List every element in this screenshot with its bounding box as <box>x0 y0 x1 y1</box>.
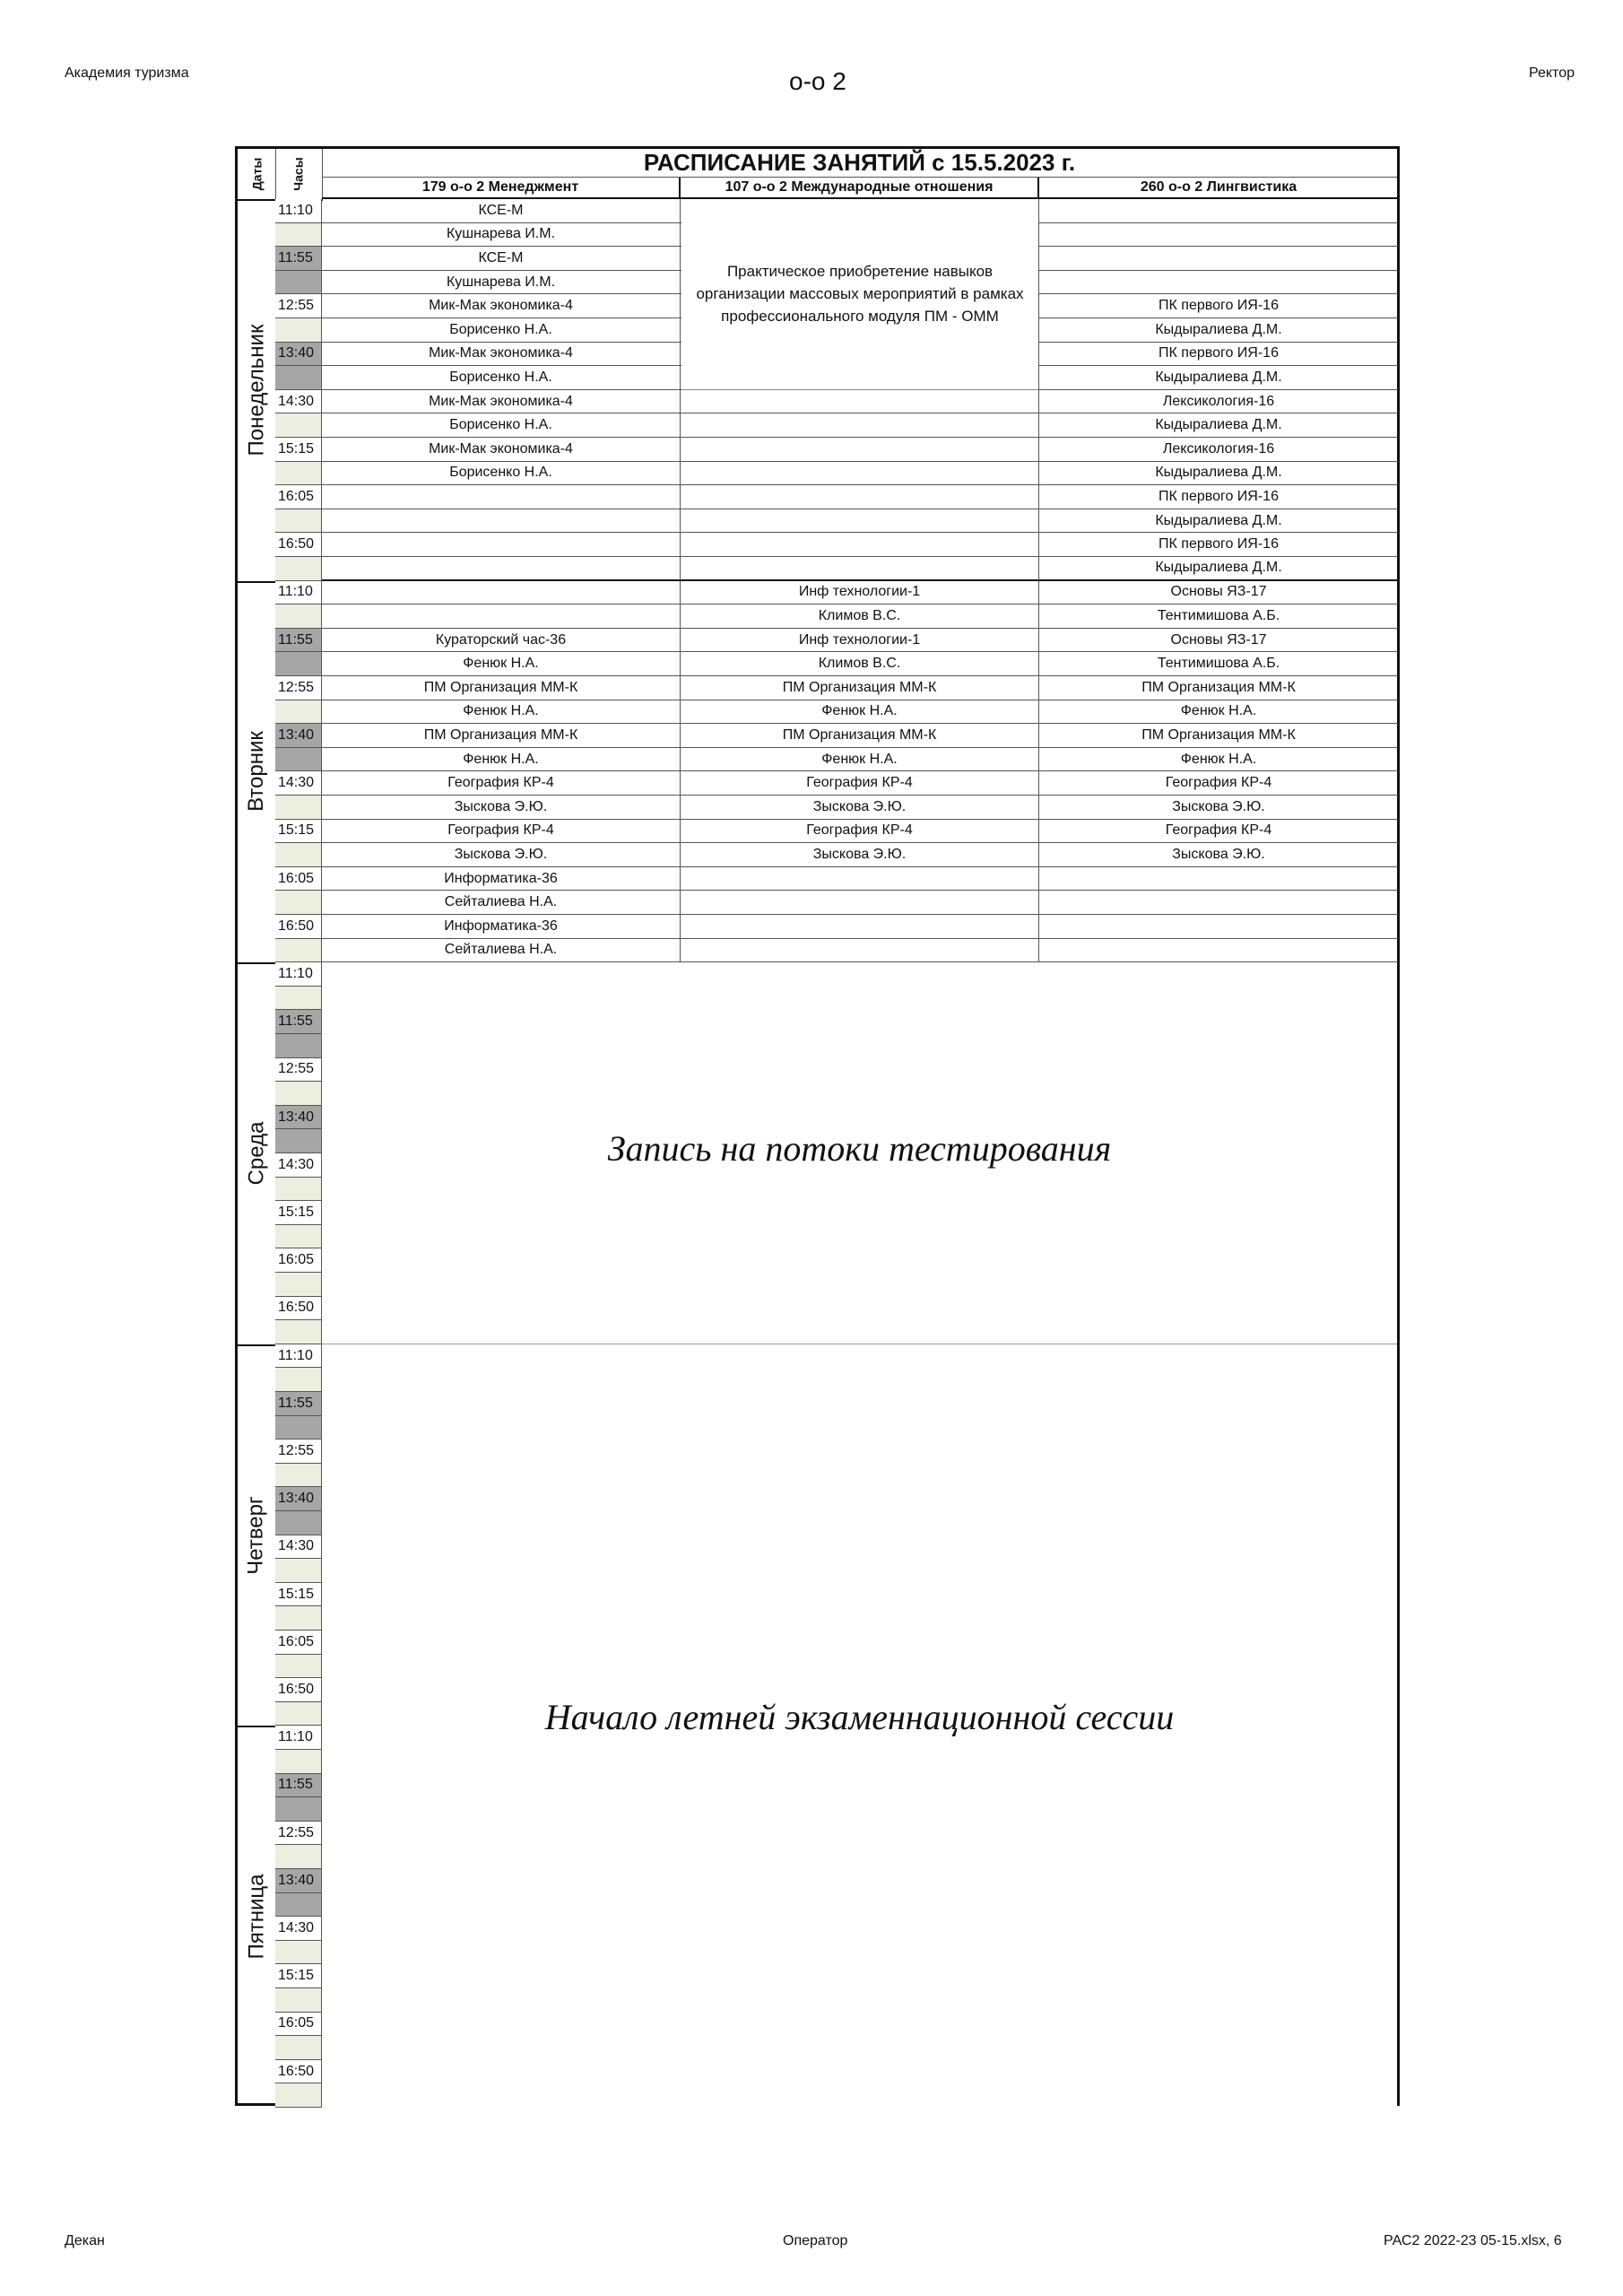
time-slot-filler <box>275 2036 322 2060</box>
schedule-cell <box>322 509 681 534</box>
group-header: 179 о-о 2 Менеджмент <box>322 178 681 199</box>
time-slot: 14:30 <box>275 771 322 796</box>
schedule-cell: Тентимишова А.Б. <box>1039 604 1398 629</box>
time-slot: 16:05 <box>275 1631 322 1655</box>
schedule-cell: Основы ЯЗ-17 <box>1039 581 1398 605</box>
day-label <box>238 581 276 965</box>
time-slot-filler <box>275 652 322 676</box>
schedule-cell: КСЕ-М <box>322 199 681 223</box>
time-slot: 15:15 <box>275 1583 322 1607</box>
schedule-cell: Информатика-36 <box>322 915 681 939</box>
footer-center: Оператор <box>783 2233 848 2248</box>
schedule-cell: Зыскова Э.Ю. <box>322 796 681 820</box>
schedule-cell: Фенюк Н.А. <box>681 700 1039 725</box>
schedule-cell: Тентимишова А.Б. <box>1039 652 1398 676</box>
schedule-cell: Мик-Мак экономика-4 <box>322 390 681 414</box>
schedule-cell: ПК первого ИЯ-16 <box>1039 485 1398 509</box>
time-slot: 14:30 <box>275 1917 322 1941</box>
schedule-cell <box>1039 199 1398 223</box>
schedule-cell: ПМ Организация ММ-К <box>322 676 681 700</box>
schedule-cell: География КР-4 <box>322 820 681 844</box>
schedule-cell <box>322 533 681 557</box>
time-slot-filler <box>275 1845 322 1869</box>
time-slot: 11:55 <box>275 247 322 271</box>
time-slot: 11:10 <box>275 1344 322 1369</box>
schedule-cell: Борисенко Н.А. <box>322 366 681 390</box>
schedule-cell <box>1039 867 1398 891</box>
schedule-cell: Фенюк Н.А. <box>322 700 681 725</box>
schedule-cell: Фенюк Н.А. <box>322 748 681 772</box>
schedule-cell: Фенюк Н.А. <box>681 748 1039 772</box>
time-slot-filler <box>275 1034 322 1058</box>
schedule-cell: Фенюк Н.А. <box>322 652 681 676</box>
schedule-cell: Кыдыралиева Д.М. <box>1039 318 1398 343</box>
time-slot-filler <box>275 509 322 534</box>
schedule-cell: ПК первого ИЯ-16 <box>1039 343 1398 367</box>
schedule-cell: Инф технологии-1 <box>681 629 1039 653</box>
time-slot: 14:30 <box>275 390 322 414</box>
schedule-cell: Инф технологии-1 <box>681 581 1039 605</box>
schedule-cell: Борисенко Н.А. <box>322 413 681 438</box>
time-slot: 12:55 <box>275 1822 322 1846</box>
time-slot: 11:55 <box>275 1774 322 1798</box>
time-slot-filler <box>275 1511 322 1535</box>
time-slot-filler <box>275 1750 322 1774</box>
time-slot-filler <box>275 987 322 1011</box>
schedule-cell: Кыдыралиева Д.М. <box>1039 462 1398 486</box>
schedule-cell: ПМ Организация ММ-К <box>681 724 1039 748</box>
time-slot-filler <box>275 1655 322 1679</box>
time-slot-filler <box>275 748 322 772</box>
schedule-cell <box>681 533 1039 557</box>
schedule-cell <box>1039 891 1398 915</box>
schedule-cell: Борисенко Н.А. <box>322 462 681 486</box>
schedule-cell: ПМ Организация ММ-К <box>1039 724 1398 748</box>
day-label <box>238 1344 276 1728</box>
schedule-cell: Фенюк Н.А. <box>1039 748 1398 772</box>
hours-header-label: Часы <box>291 157 306 191</box>
practice-note-cell <box>681 199 1038 390</box>
schedule-cell: География КР-4 <box>1039 820 1398 844</box>
wednesday-merged-cell <box>322 962 1397 1344</box>
schedule-cell <box>322 581 681 605</box>
schedule-cell <box>681 390 1039 414</box>
schedule-cell <box>681 509 1039 534</box>
dates-header-label: Даты <box>248 157 264 191</box>
exam-session-merged-cell <box>322 1344 1397 2108</box>
schedule-cell <box>681 413 1039 438</box>
time-slot-filler <box>275 1941 322 1965</box>
day-label-text: Вторник <box>244 731 269 813</box>
time-slot: 13:40 <box>275 343 322 367</box>
schedule-cell: ПМ Организация ММ-К <box>681 676 1039 700</box>
time-slot-filler <box>275 462 322 486</box>
time-slot: 15:15 <box>275 1964 322 1988</box>
schedule-cell: Кыдыралиева Д.М. <box>1039 509 1398 534</box>
time-slot: 15:15 <box>275 438 322 462</box>
schedule-cell: ПК первого ИЯ-16 <box>1039 294 1398 318</box>
schedule-cell: Мик-Мак экономика-4 <box>322 438 681 462</box>
schedule-cell: Климов В.С. <box>681 652 1039 676</box>
time-slot-filler <box>275 1273 322 1297</box>
time-slot: 15:15 <box>275 1201 322 1225</box>
time-slot: 16:05 <box>275 867 322 891</box>
schedule-cell: Зыскова Э.Ю. <box>1039 843 1398 867</box>
time-slot-filler <box>275 1225 322 1249</box>
schedule-cell: Кыдыралиева Д.М. <box>1039 366 1398 390</box>
time-slot: 13:40 <box>275 1487 322 1511</box>
schedule-cell: Лексикология-16 <box>1039 438 1398 462</box>
schedule-cell <box>1039 247 1398 271</box>
time-slot-filler <box>275 604 322 629</box>
time-slot: 16:50 <box>275 915 322 939</box>
group-header: 260 о-о 2 Лингвистика <box>1039 178 1398 199</box>
schedule-cell: Основы ЯЗ-17 <box>1039 629 1398 653</box>
schedule-cell: ПМ Организация ММ-К <box>322 724 681 748</box>
time-slot: 16:05 <box>275 2013 322 2037</box>
time-slot-filler <box>275 1082 322 1106</box>
time-slot: 11:55 <box>275 1392 322 1416</box>
schedule-cell: Лексикология-16 <box>1039 390 1398 414</box>
practice-note-text: Практическое приобретение навыков организации массовых мероприятий в рамках профессионального модуля ПМ - ОММ <box>696 263 1024 326</box>
time-slot-filler <box>275 891 322 915</box>
time-slot: 16:50 <box>275 1297 322 1321</box>
time-slot-filler <box>275 1893 322 1918</box>
time-slot: 16:50 <box>275 1678 322 1702</box>
exam-session-merged-text: Начало летней экзаменнационной сессии <box>544 1696 1175 1737</box>
time-slot-filler <box>275 1416 322 1440</box>
schedule-cell: Кураторский час-36 <box>322 629 681 653</box>
time-slot: 11:10 <box>275 581 322 605</box>
time-slot-filler <box>275 1129 322 1153</box>
hours-header <box>275 149 323 201</box>
schedule-title: РАСПИСАНИЕ ЗАНЯТИЙ с 15.5.2023 г. <box>322 149 1397 178</box>
time-slot-filler <box>275 557 322 581</box>
time-slot: 16:05 <box>275 1248 322 1273</box>
time-slot: 12:55 <box>275 1058 322 1083</box>
time-slot-filler <box>275 1797 322 1822</box>
time-slot-filler <box>275 1559 322 1583</box>
time-slot-filler <box>275 1988 322 2013</box>
time-slot: 12:55 <box>275 294 322 318</box>
day-label <box>238 199 276 583</box>
schedule-cell: Сейталиева Н.А. <box>322 939 681 963</box>
time-slot: 16:50 <box>275 2060 322 2084</box>
schedule-cell <box>681 915 1039 939</box>
schedule-cell: Зыскова Э.Ю. <box>681 843 1039 867</box>
time-slot: 11:10 <box>275 199 322 223</box>
schedule-cell <box>681 438 1039 462</box>
schedule-cell <box>322 604 681 629</box>
day-label-text: Среда <box>244 1121 269 1186</box>
time-slot-filler <box>275 318 322 343</box>
time-slot-filler <box>275 939 322 963</box>
schedule-cell: Зыскова Э.Ю. <box>1039 796 1398 820</box>
schedule-cell <box>681 485 1039 509</box>
time-slot: 12:55 <box>275 1439 322 1464</box>
time-slot-filler <box>275 1178 322 1202</box>
schedule-cell: Мик-Мак экономика-4 <box>322 343 681 367</box>
time-slot-filler <box>275 1702 322 1726</box>
time-slot: 16:50 <box>275 533 322 557</box>
schedule-cell: География КР-4 <box>681 771 1039 796</box>
day-label-text: Пятница <box>244 1874 268 1960</box>
time-slot: 13:40 <box>275 1106 322 1130</box>
day-label-text: Понедельник <box>244 324 268 457</box>
schedule-cell <box>1039 939 1398 963</box>
schedule-cell: Зыскова Э.Ю. <box>681 796 1039 820</box>
time-slot: 11:55 <box>275 1010 322 1034</box>
schedule-table <box>235 146 1400 2106</box>
schedule-cell: Мик-Мак экономика-4 <box>322 294 681 318</box>
header-center: о-о 2 <box>789 67 846 95</box>
time-slot-filler <box>275 413 322 438</box>
schedule-cell: Борисенко Н.А. <box>322 318 681 343</box>
schedule-cell: Фенюк Н.А. <box>1039 700 1398 725</box>
schedule-cell: Информатика-36 <box>322 867 681 891</box>
time-slot: 11:55 <box>275 629 322 653</box>
time-slot: 11:10 <box>275 1726 322 1750</box>
time-slot-filler <box>275 700 322 725</box>
schedule-cell <box>322 485 681 509</box>
time-slot-filler <box>275 2083 322 2108</box>
schedule-cell: Кушнарева И.М. <box>322 271 681 295</box>
schedule-cell <box>681 557 1039 581</box>
time-slot-filler <box>275 843 322 867</box>
time-slot: 13:40 <box>275 724 322 748</box>
schedule-cell <box>322 557 681 581</box>
schedule-cell <box>1039 271 1398 295</box>
time-slot: 15:15 <box>275 820 322 844</box>
time-slot: 13:40 <box>275 1869 322 1893</box>
time-slot: 14:30 <box>275 1153 322 1178</box>
schedule-cell: География КР-4 <box>322 771 681 796</box>
time-slot-filler <box>275 796 322 820</box>
time-slot-filler <box>275 1464 322 1488</box>
time-slot-filler <box>275 1606 322 1631</box>
time-slot: 16:05 <box>275 485 322 509</box>
time-slot: 14:30 <box>275 1535 322 1560</box>
schedule-cell: Кыдыралиева Д.М. <box>1039 413 1398 438</box>
schedule-cell: География КР-4 <box>681 820 1039 844</box>
schedule-cell: Кыдыралиева Д.М. <box>1039 557 1398 581</box>
day-label-text: Четверг <box>244 1495 268 1575</box>
schedule-cell <box>1039 223 1398 248</box>
header-right: Ректор <box>1529 65 1575 81</box>
group-header: 107 о-о 2 Международные отношения <box>681 178 1039 199</box>
schedule-cell: ПМ Организация ММ-К <box>1039 676 1398 700</box>
schedule-cell <box>681 462 1039 486</box>
time-slot-filler <box>275 1320 322 1344</box>
schedule-cell: КСЕ-М <box>322 247 681 271</box>
day-label <box>238 962 276 1346</box>
schedule-cell: Кушнарева И.М. <box>322 223 681 248</box>
time-slot-filler <box>275 271 322 295</box>
time-slot: 12:55 <box>275 676 322 700</box>
dates-header <box>238 149 276 201</box>
time-slot-filler <box>275 366 322 390</box>
schedule-cell <box>681 891 1039 915</box>
time-slot-filler <box>275 1368 322 1392</box>
wednesday-merged-text: Запись на потоки тестирования <box>607 1127 1112 1169</box>
schedule-cell: Сейталиева Н.А. <box>322 891 681 915</box>
time-slot: 11:10 <box>275 962 322 987</box>
day-label <box>238 1726 276 2108</box>
schedule-cell <box>681 867 1039 891</box>
schedule-cell: ПК первого ИЯ-16 <box>1039 533 1398 557</box>
header-left: Академия туризма <box>65 65 189 81</box>
schedule-cell: Климов В.С. <box>681 604 1039 629</box>
footer-right: РАС2 2022-23 05-15.xlsx, 6 <box>1384 2233 1562 2248</box>
time-slot-filler <box>275 223 322 248</box>
schedule-cell <box>681 939 1039 963</box>
schedule-cell: География КР-4 <box>1039 771 1398 796</box>
schedule-cell: Зыскова Э.Ю. <box>322 843 681 867</box>
schedule-cell <box>1039 915 1398 939</box>
footer-left: Декан <box>65 2233 105 2248</box>
